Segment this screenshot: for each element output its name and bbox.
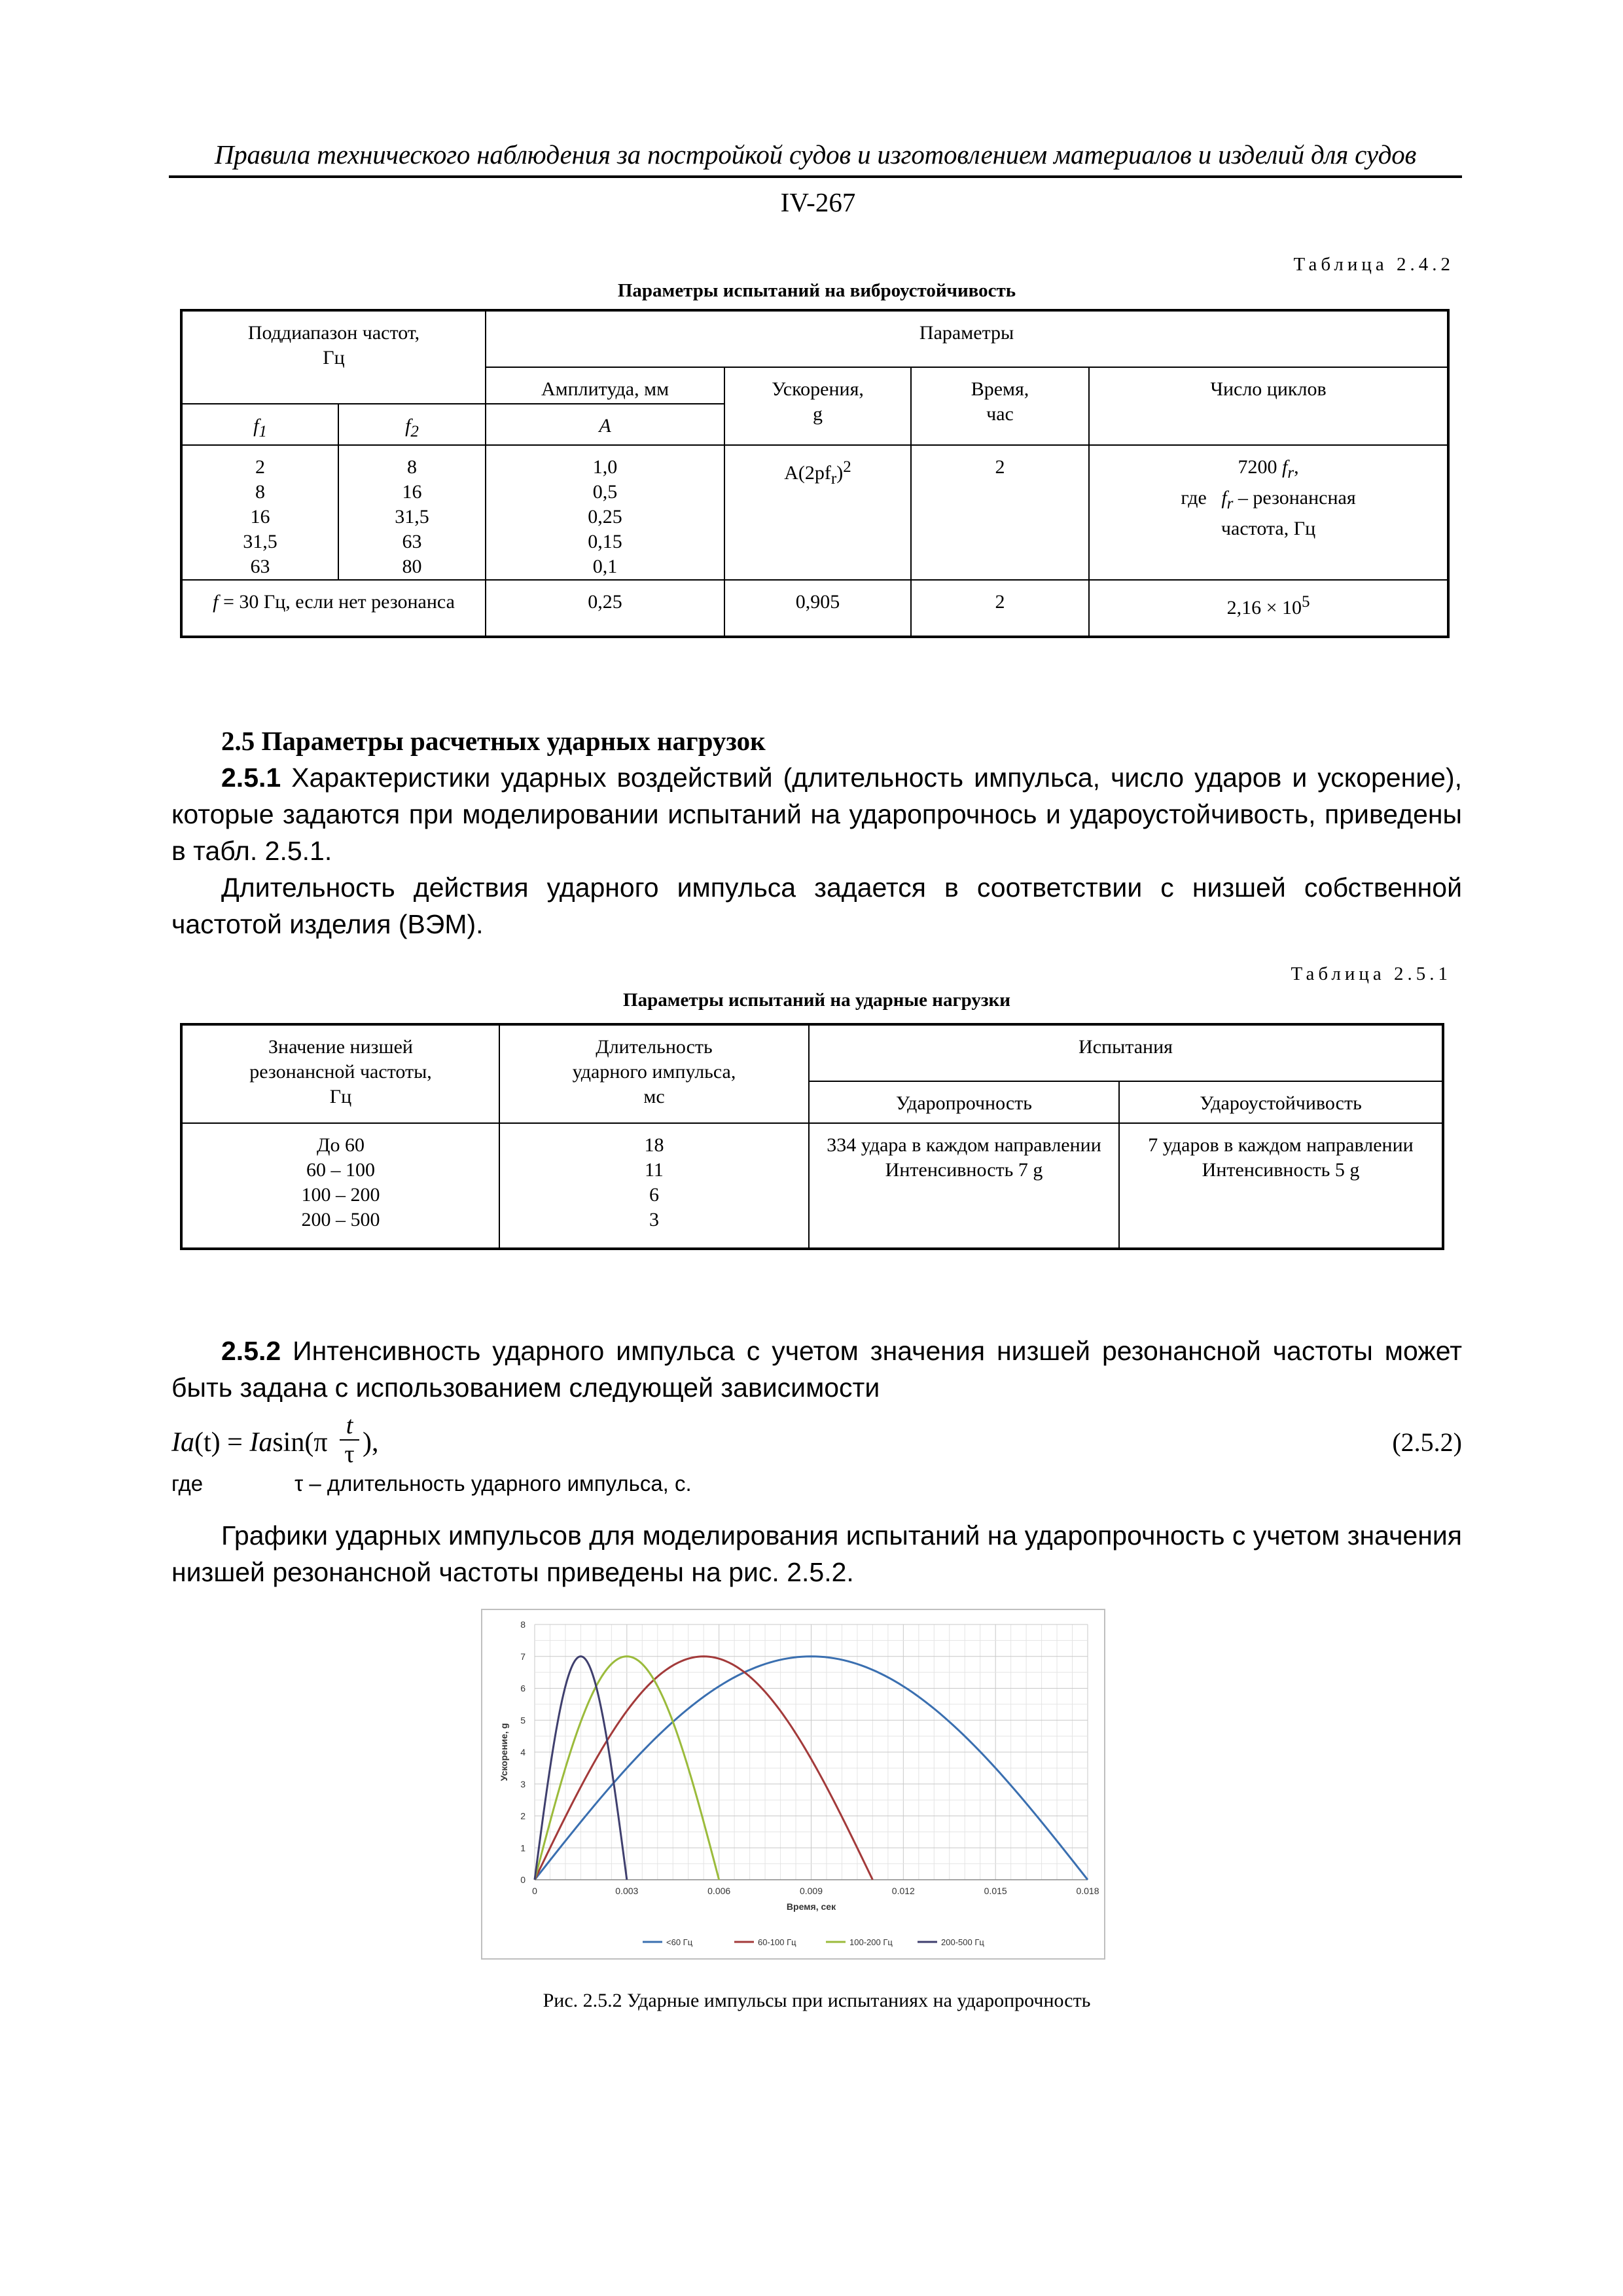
section-heading: 2.5 Параметры расчетных ударных нагрузок (221, 726, 766, 756)
no-resonance-amplitude: 0,25 (486, 580, 724, 637)
shock-pulse-chart (481, 1609, 1105, 1960)
table-242-label: Таблица 2.4.2 (1293, 254, 1454, 275)
time-header: Время, час (911, 367, 1089, 445)
params-header: Параметры (486, 310, 1448, 367)
vibration-table (180, 309, 1450, 638)
legend-label: <60 Гц (666, 1937, 693, 1947)
x-tick-label: 0.009 (799, 1886, 823, 1896)
paragraph-pulse-duration: Длительность действия ударного импульса задается в соответствии с низшей собственной частотой изделия (ВЭМ). (171, 872, 1462, 939)
y-tick-label: 8 (520, 1619, 526, 1630)
a-header: A (486, 404, 724, 445)
y-tick-label: 0 (520, 1874, 526, 1885)
paragraph-252: 2.5.2 Интенсивность ударного импульса с учетом значения низшей резонансной частоты может быть задана с использованием следующей зависимости (171, 1336, 1462, 1403)
f2-header: $f_2$ (338, 404, 486, 445)
figure-caption: Рис. 2.5.2 Ударные импульсы при испытаниях на ударопрочность (543, 1990, 1091, 2011)
legend-label: 100-200 Гц (849, 1937, 893, 1947)
no-resonance-time: 2 (911, 580, 1089, 637)
formula-252: Ia(t) = Iasin(π t τ ), (2.5.2) (171, 1412, 1462, 1468)
paragraph-251: 2.5.1 Характеристики ударных воздействий (длительность импульса, число ударов и ускорение), которые задаются при моделировании испытаний на ударопрочнось и удароустойчивость, приведены в табл. 2.5.1. (171, 762, 1462, 866)
amplitude-values: 1,0 0,5 0,25 0,15 0,1 (486, 445, 724, 580)
cycles-header: Число циклов (1089, 367, 1448, 445)
time-value: 2 (911, 445, 1089, 580)
x-tick-label: 0.018 (1076, 1886, 1099, 1896)
duration-values: 18 11 6 3 (499, 1123, 809, 1249)
legend-label: 200-500 Гц (941, 1937, 984, 1947)
y-tick-label: 4 (520, 1747, 526, 1757)
x-tick-label: 0.003 (615, 1886, 639, 1896)
stability-values: 7 ударов в каждом направлении Интенсивность 5 g (1119, 1123, 1443, 1249)
x-axis-label: Время, сек (786, 1901, 836, 1912)
table-242-title: Параметры испытаний на виброустойчивость (617, 280, 1016, 301)
where-definition: где τ – длительность ударного импульса, с. (171, 1471, 692, 1496)
y-tick-label: 6 (520, 1683, 526, 1694)
y-tick-label: 3 (520, 1778, 526, 1789)
y-axis-label: Ускорение, g (499, 1723, 509, 1782)
running-header: Правила технического наблюдения за постройкой судов и изготовлением материалов и изделий для судов (214, 139, 1417, 170)
page-number: IV-267 (780, 187, 856, 217)
y-tick-label: 2 (520, 1810, 526, 1821)
x-tick-label: 0.012 (891, 1886, 915, 1896)
strength-values: 334 удара в каждом направлении Интенсивность 7 g (809, 1123, 1119, 1249)
f1-header: $f_1$ (181, 404, 338, 445)
f1-values: 2 8 16 31,5 63 (181, 445, 338, 580)
x-tick-label: 0 (532, 1886, 537, 1896)
y-tick-label: 1 (520, 1842, 526, 1854)
freq-values: До 60 60 – 100 100 – 200 200 – 500 (181, 1123, 499, 1249)
table-251-label: Таблица 2.5.1 (1291, 963, 1452, 984)
legend-label: 60-100 Гц (758, 1937, 796, 1947)
no-resonance-condition: f = 30 Гц, если нет резонанса (181, 580, 486, 637)
y-tick-label: 5 (520, 1715, 526, 1726)
cycles-value: 7200 $f_r$, где $f_r$ – резонансная частота, Гц (1089, 445, 1448, 580)
f2-values: 8 16 31,5 63 80 (338, 445, 486, 580)
paragraph-graphs: Графики ударных импульсов для моделирования испытаний на ударопрочность с учетом значения низшей резонансной частоты приведены на рис. 2.5.2. (171, 1520, 1462, 1587)
y-tick-label: 7 (520, 1651, 526, 1662)
duration-header: Длительность ударного импульса, мс (499, 1024, 809, 1123)
formula-number: (2.5.2) (1392, 1427, 1462, 1457)
accel-header: Ускорения, g (724, 367, 911, 445)
stability-header: Удароустойчивость (1119, 1081, 1443, 1123)
no-resonance-accel: 0,905 (724, 580, 911, 637)
x-tick-label: 0.006 (707, 1886, 731, 1896)
accel-formula: $A(2pf_r)^2$ (724, 445, 911, 580)
table-251-title: Параметры испытаний на ударные нагрузки (623, 990, 1010, 1011)
tests-header: Испытания (809, 1024, 1443, 1081)
strength-header: Ударопрочность (809, 1081, 1119, 1123)
x-tick-label: 0.015 (984, 1886, 1007, 1896)
amplitude-header: Амплитуда, мм (486, 367, 724, 404)
shock-table (180, 1023, 1444, 1250)
shock-pulse-chart-svg (482, 1610, 1104, 1958)
no-resonance-cycles: $2,16 \times 10^5$ (1089, 580, 1448, 637)
header-rule (169, 175, 1462, 178)
subrange-header: Поддиапазон частот, Гц (181, 310, 486, 404)
freq-header: Значение низшей резонансной частоты, Гц (181, 1024, 499, 1123)
